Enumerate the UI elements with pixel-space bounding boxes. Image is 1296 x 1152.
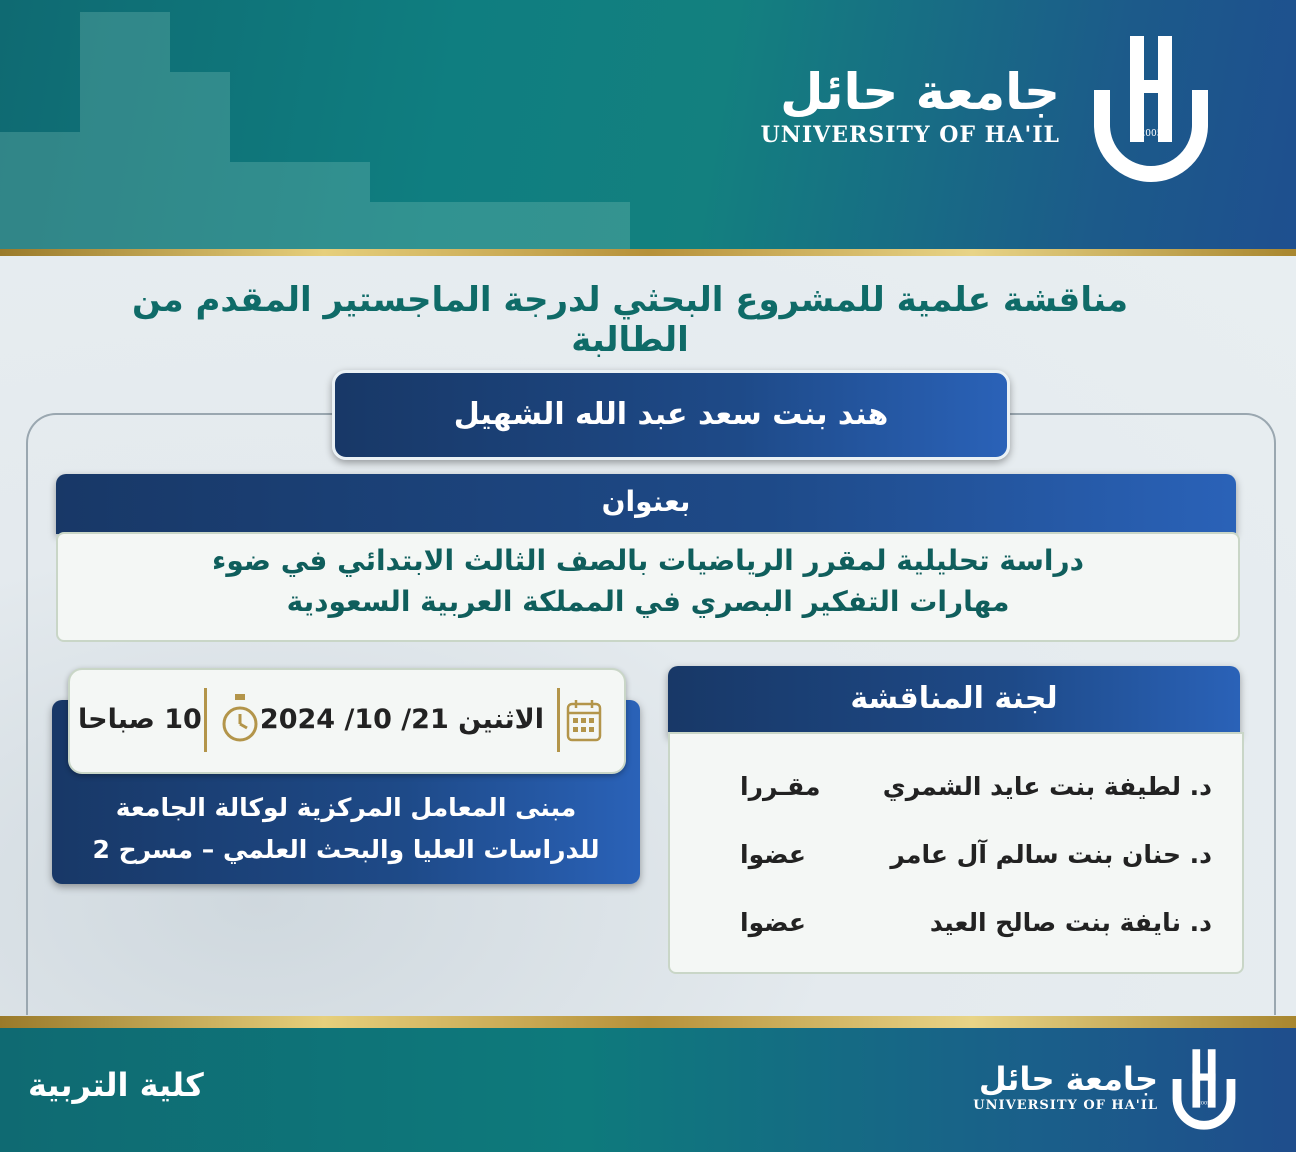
footer-logo-text bbox=[968, 1060, 1158, 1113]
svg-text:2005: 2005 bbox=[1139, 129, 1163, 139]
member-role: مقـررا bbox=[740, 772, 821, 801]
footer-gold-divider bbox=[0, 1016, 1296, 1028]
schedule-time: 10 صباحا bbox=[78, 704, 202, 735]
header-gold-divider bbox=[0, 249, 1296, 256]
schedule-box bbox=[68, 668, 626, 774]
venue-line2: للدراسات العليا والبحث العلمي – مسرح 2 bbox=[92, 835, 600, 864]
college-name: كلية التربية bbox=[28, 1066, 204, 1104]
schedule-date: الاثنين 21/ 10/ 2024 bbox=[259, 704, 544, 735]
member-role: عضوا bbox=[740, 840, 806, 869]
schedule-divider bbox=[557, 688, 560, 752]
university-emblem-icon bbox=[1082, 30, 1220, 190]
committee-title: لجنة المناقشة bbox=[668, 666, 1240, 736]
header-banner bbox=[0, 0, 1296, 252]
page-title: مناقشة علمية للمشروع البحثي لدرجة الماجستير المقدم من الطالبة bbox=[131, 280, 1129, 360]
member-name: د. لطيفة بنت عايد الشمري bbox=[882, 772, 1212, 801]
footer-emblem-icon bbox=[1166, 1044, 1242, 1136]
venue-line1: مبنى المعامل المركزية لوكالة الجامعة bbox=[115, 793, 577, 822]
calendar-icon bbox=[566, 698, 602, 742]
schedule-divider-2 bbox=[204, 688, 207, 752]
building-silhouette bbox=[80, 12, 170, 252]
member-name: د. نايفة بنت صالح العيد bbox=[929, 908, 1212, 937]
committee-list bbox=[668, 732, 1244, 974]
committee-member bbox=[670, 896, 1242, 956]
thesis-title-box bbox=[56, 532, 1240, 642]
logo-arabic: جامعة حائل bbox=[780, 63, 1060, 121]
member-name: د. حنان بنت سالم آل عامر bbox=[890, 840, 1212, 869]
committee-member bbox=[670, 760, 1242, 820]
stopwatch-icon bbox=[220, 692, 260, 748]
student-name: هند بنت سعد عبد الله الشهيل bbox=[332, 370, 1010, 460]
footer-logo-arabic: جامعة حائل bbox=[978, 1060, 1158, 1098]
member-role: عضوا bbox=[740, 908, 806, 937]
header-logo-text bbox=[750, 62, 1060, 148]
thesis-title-line1: دراسة تحليلية لمقرر الرياضيات بالصف الثالث الابتدائي في ضوء bbox=[212, 544, 1084, 577]
committee-member bbox=[670, 828, 1242, 888]
thesis-label: بعنوان bbox=[56, 474, 1236, 534]
footer-logo-english: UNIVERSITY OF HA'IL bbox=[973, 1098, 1158, 1113]
thesis-title-line2: مهارات التفكير البصري في المملكة العربية السعودية bbox=[286, 585, 1010, 618]
footer-banner bbox=[0, 1028, 1296, 1152]
svg-text:2005: 2005 bbox=[1197, 1100, 1211, 1107]
logo-english: UNIVERSITY OF HA'IL bbox=[760, 122, 1060, 148]
